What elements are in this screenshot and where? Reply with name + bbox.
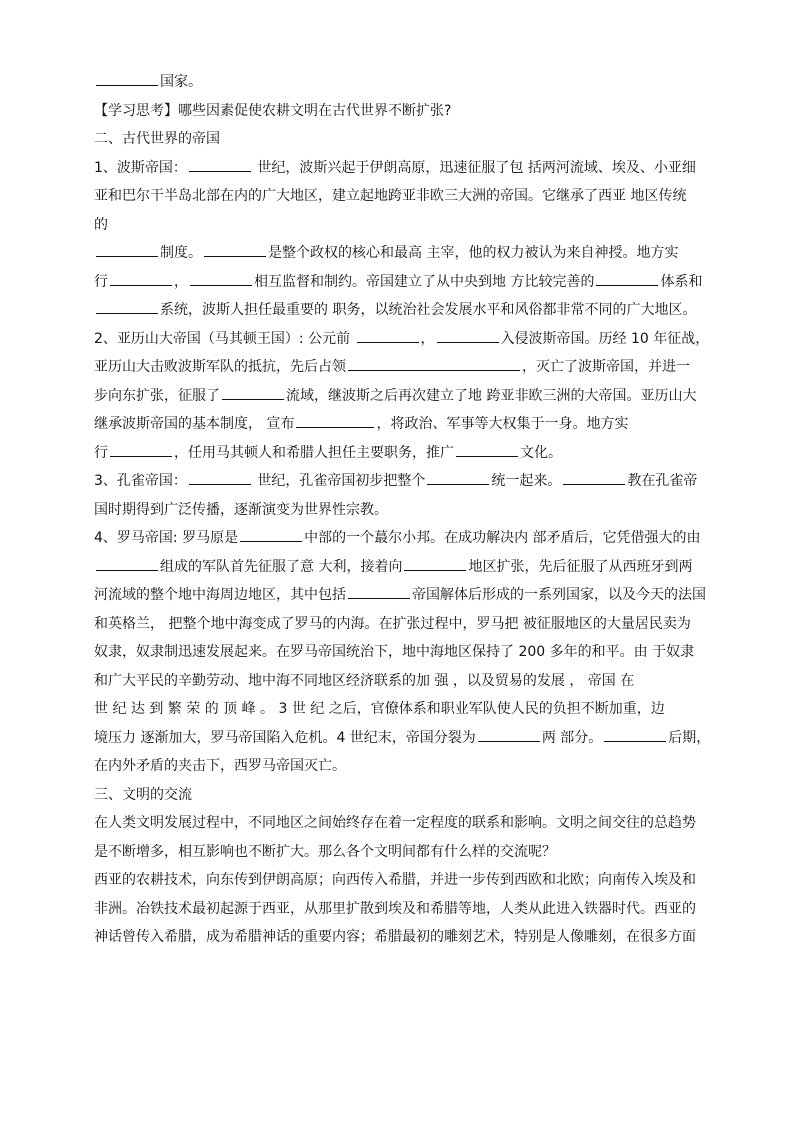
text-line — [94, 667, 701, 696]
text-segment: ，将政治、军事等大权集于一身。地方实 — [376, 416, 629, 432]
text-segment: 流域，继波斯之后再次建立了地 跨亚非欧三洲的大帝国。亚历山大 — [286, 387, 697, 404]
fill-in-blank[interactable] — [189, 157, 251, 172]
text-segment: 步向东扩张，征服了 — [94, 387, 220, 404]
fill-in-blank[interactable] — [357, 328, 419, 343]
text-segment: 后期， — [668, 729, 711, 746]
text-segment: 教在孔雀帝 — [627, 473, 698, 489]
text-segment: 3、孔雀帝国： — [94, 473, 187, 489]
text-segment: ，灭亡了波斯帝国，并进一 — [522, 359, 690, 375]
text-line — [94, 125, 701, 154]
text-line — [94, 97, 701, 126]
text-segment: 行 — [94, 444, 108, 461]
text-line — [94, 752, 701, 781]
text-line — [94, 895, 701, 924]
text-segment: 河流域的整个地中海周边地区，其中包括 — [94, 587, 346, 603]
text-segment: 三、文明的交流 — [94, 786, 192, 803]
fill-in-blank[interactable] — [437, 328, 499, 343]
text-segment: ，任用马其顿人和希腊人担任主要职务，推广 — [174, 444, 454, 461]
text-line — [94, 467, 701, 496]
text-segment: 和广大平民的辛勤劳动、地中海不同地区经济联系的加 强 ，以及贸易的发展 ， 帝国 在 — [94, 672, 635, 689]
fill-in-blank[interactable] — [204, 242, 266, 257]
text-segment: 2、亚历山大帝国（马其顿王国）: 公元前 — [94, 330, 355, 347]
text-segment: 帝国解体后形成的一系列国家，以及今天的法国 — [412, 587, 706, 603]
text-segment: 是不断增多，相互影响也不断扩大。那么各个文明间都有什么样的交流呢？ — [94, 843, 556, 860]
text-line — [94, 866, 701, 895]
text-segment: 在人类文明发展过程中，不同地区之间始终存在着一定程度的联系和影响。文明之间交往的总趋势 — [94, 815, 696, 831]
text-segment: 亚和巴尔干半岛北部在内的广大地区，建立起地跨亚非欧三大洲的帝国。它继承了西亚 地区传统 — [94, 188, 687, 204]
text-line — [94, 638, 701, 667]
text-segment: 两 部分。 — [541, 729, 603, 746]
text-segment: 世 纪 达 到 繁 荣 的 顶 峰 。 3 世 纪 之后，官僚体系和职业军队使人民的负担不断加重，边 — [94, 701, 665, 717]
document-body — [94, 68, 711, 952]
text-line — [94, 781, 701, 810]
fill-in-blank[interactable] — [348, 584, 410, 599]
text-line — [94, 382, 701, 411]
fill-in-blank[interactable] — [222, 385, 284, 400]
text-segment: 制度。 — [160, 245, 202, 261]
text-line — [94, 239, 701, 268]
text-segment: 亚历山大击败波斯军队的抵抗，先后占领 — [94, 359, 346, 375]
text-segment: 西亚的农耕技术，向东传到伊朗高原；向西传入希腊，并进一步传到西欧和北欧；向南传入埃及和 — [94, 872, 696, 888]
text-segment: ， — [420, 330, 435, 347]
text-line — [94, 553, 701, 582]
fill-in-blank[interactable] — [96, 71, 158, 86]
text-segment: 体系和 — [660, 273, 703, 290]
fill-in-blank[interactable] — [189, 470, 251, 485]
text-line — [94, 325, 710, 354]
text-segment: 世纪，波斯兴起于伊朗高原，迅速征服了包 括两河流域、埃及、小亚细 — [252, 159, 696, 176]
text-line — [94, 610, 701, 639]
text-segment: 世纪，孔雀帝国初步把整个 — [252, 473, 426, 489]
text-line — [94, 838, 701, 867]
fill-in-blank[interactable] — [190, 271, 252, 286]
text-segment: 中部的一个蕞尔小邦。在成功解决内 部矛盾后，它凭借强大的由 — [304, 530, 701, 546]
fill-in-blank[interactable] — [110, 442, 172, 457]
text-segment: 统一起来。 — [491, 473, 562, 489]
text-line — [94, 296, 701, 325]
fill-in-blank[interactable] — [563, 470, 625, 485]
text-line — [94, 439, 701, 468]
text-segment: 境压力 逐渐加大，罗马帝国陷入危机。4 世纪末，帝国分裂为 — [94, 729, 476, 746]
text-line — [94, 581, 706, 610]
text-line — [94, 695, 701, 724]
text-segment: 1、波斯帝国： — [94, 159, 187, 176]
fill-in-blank[interactable] — [596, 271, 658, 286]
text-line — [94, 923, 701, 952]
text-segment: 国时期得到广泛传播，逐渐演变为世界性宗教。 — [94, 501, 388, 518]
text-segment: 行 — [94, 273, 108, 290]
fill-in-blank[interactable] — [96, 556, 158, 571]
fill-in-blank[interactable] — [404, 556, 466, 571]
text-segment: 是整个政权的核心和最高 主宰，他的权力被认为来自神授。地方实 — [268, 245, 679, 261]
text-segment: 文化。 — [520, 444, 562, 461]
fill-in-blank[interactable] — [296, 413, 374, 428]
text-line — [94, 182, 701, 211]
text-line — [94, 410, 701, 439]
text-line — [94, 154, 701, 183]
fill-in-blank[interactable] — [110, 271, 172, 286]
text-line — [94, 724, 711, 753]
text-segment: 非洲。冶铁技术最初起源于西亚，从那里扩散到埃及和希腊等地，人类从此进入铁器时代。西亚的 — [94, 900, 696, 917]
text-segment: 4、罗马帝国: 罗马原是 — [94, 530, 239, 546]
text-segment: 相互监督和制约。帝国建立了从中央到地 方比较完善的 — [254, 273, 595, 290]
text-line — [94, 211, 701, 240]
fill-in-blank[interactable] — [604, 727, 666, 742]
text-segment: 入侵波斯帝国。历经 10 年征战， — [500, 330, 710, 347]
text-segment: 的 — [94, 216, 108, 233]
text-segment: 【学习思考】哪些因素促使农耕文明在古代世界不断扩张? — [94, 102, 452, 119]
fill-in-blank[interactable] — [348, 356, 520, 371]
text-segment: 奴隶，奴隶制迅速发展起来。在罗马帝国统治下，地中海地区保持了 200 多年的和平。由 于奴隶 — [94, 644, 695, 660]
text-segment: ， — [174, 273, 188, 290]
text-segment: 系统，波斯人担任最重要的 职务，以统治社会发展水平和风俗都非常不同的广大地区。 — [160, 302, 697, 318]
fill-in-blank[interactable] — [96, 242, 158, 257]
fill-in-blank[interactable] — [478, 727, 540, 742]
text-segment: 二、古代世界的帝国 — [94, 131, 220, 147]
text-segment: 在内外矛盾的夹击下，西罗马帝国灭亡。 — [94, 758, 346, 774]
text-segment: 国家。 — [160, 74, 202, 90]
text-segment: 组成的军队首先征服了意 大利，接着向 — [160, 558, 403, 575]
text-line — [94, 809, 701, 838]
text-line — [94, 524, 701, 553]
text-segment: 地区扩张，先后征服了从西班牙到两 — [468, 558, 693, 575]
fill-in-blank[interactable] — [96, 299, 158, 314]
text-segment: 神话曾传入希腊，成为希腊神话的重要内容；希腊最初的雕刻艺术，特别是人像雕刻，在很多方面 — [94, 929, 696, 945]
text-segment: 和英格兰， 把整个地中海变成了罗马的内海。在扩张过程中，罗马把 被征服地区的大量居民卖为 — [94, 615, 691, 632]
text-line — [94, 68, 701, 97]
fill-in-blank[interactable] — [240, 527, 302, 542]
text-line — [94, 353, 701, 382]
text-line — [94, 268, 701, 297]
fill-in-blank[interactable] — [456, 442, 518, 457]
fill-in-blank[interactable] — [427, 470, 489, 485]
text-segment: 继承波斯帝国的基本制度， 宣布 — [94, 416, 295, 432]
text-line — [94, 496, 701, 525]
